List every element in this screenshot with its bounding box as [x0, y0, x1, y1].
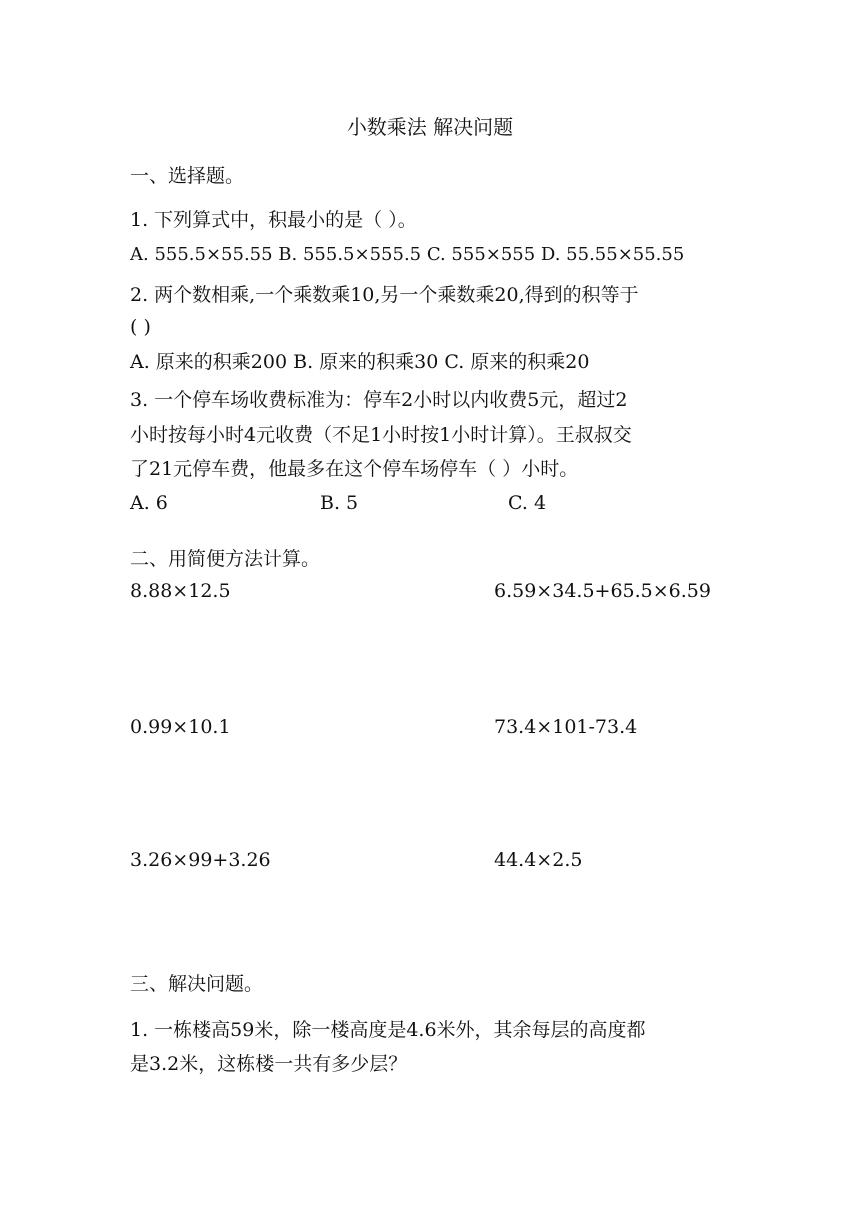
question-3-stem-line-3: 了21元停车费，他最多在这个停车场停车（ ）小时。 [130, 458, 579, 480]
question-1-stem: 1. 下列算式中，积最小的是（ ）。 [130, 209, 417, 231]
question-2-stem-line-1: 2. 两个数相乘,一个乘数乘10,另一个乘数乘20,得到的积等于 [130, 284, 639, 306]
problem-1-line-2: 是3.2米，这栋楼一共有多少层？ [130, 1053, 408, 1075]
question-1-options: A. 555.5×55.55 B. 555.5×555.5 C. 555×555 D. 55.55×55.55 [130, 244, 685, 265]
question-2-options: A. 原来的积乘200 B. 原来的积乘30 C. 原来的积乘20 [130, 351, 590, 373]
calc-expression-2: 6.59×34.5+65.5×6.59 [494, 580, 711, 602]
section-1-heading: 一、选择题。 [130, 165, 245, 187]
calc-expression-6: 44.4×2.5 [494, 849, 583, 871]
section-3-heading: 三、解决问题。 [130, 973, 264, 995]
problem-1-line-1: 1. 一栋楼高59米，除一楼高度是4.6米外，其余每层的高度都 [130, 1019, 646, 1041]
question-3-stem-line-2: 小时按每小时4元收费（不足1小时按1小时计算）。王叔叔交 [130, 424, 632, 446]
page-title: 小数乘法 解决问题 [346, 115, 514, 139]
calc-expression-4: 73.4×101-73.4 [494, 716, 638, 738]
calc-expression-3: 0.99×10.1 [130, 716, 231, 738]
calc-expression-5: 3.26×99+3.26 [130, 849, 271, 871]
question-3-option-c: C. 4 [508, 492, 547, 514]
question-3-option-a: A. 6 [130, 492, 168, 514]
question-3-option-b: B. 5 [320, 492, 359, 514]
question-3-stem-line-1: 3. 一个停车场收费标准为：停车2小时以内收费5元，超过2 [130, 389, 628, 411]
question-2-stem-line-2: ( ) [130, 316, 151, 338]
section-2-heading: 二、用简便方法计算。 [130, 548, 321, 570]
calc-expression-1: 8.88×12.5 [130, 580, 231, 602]
